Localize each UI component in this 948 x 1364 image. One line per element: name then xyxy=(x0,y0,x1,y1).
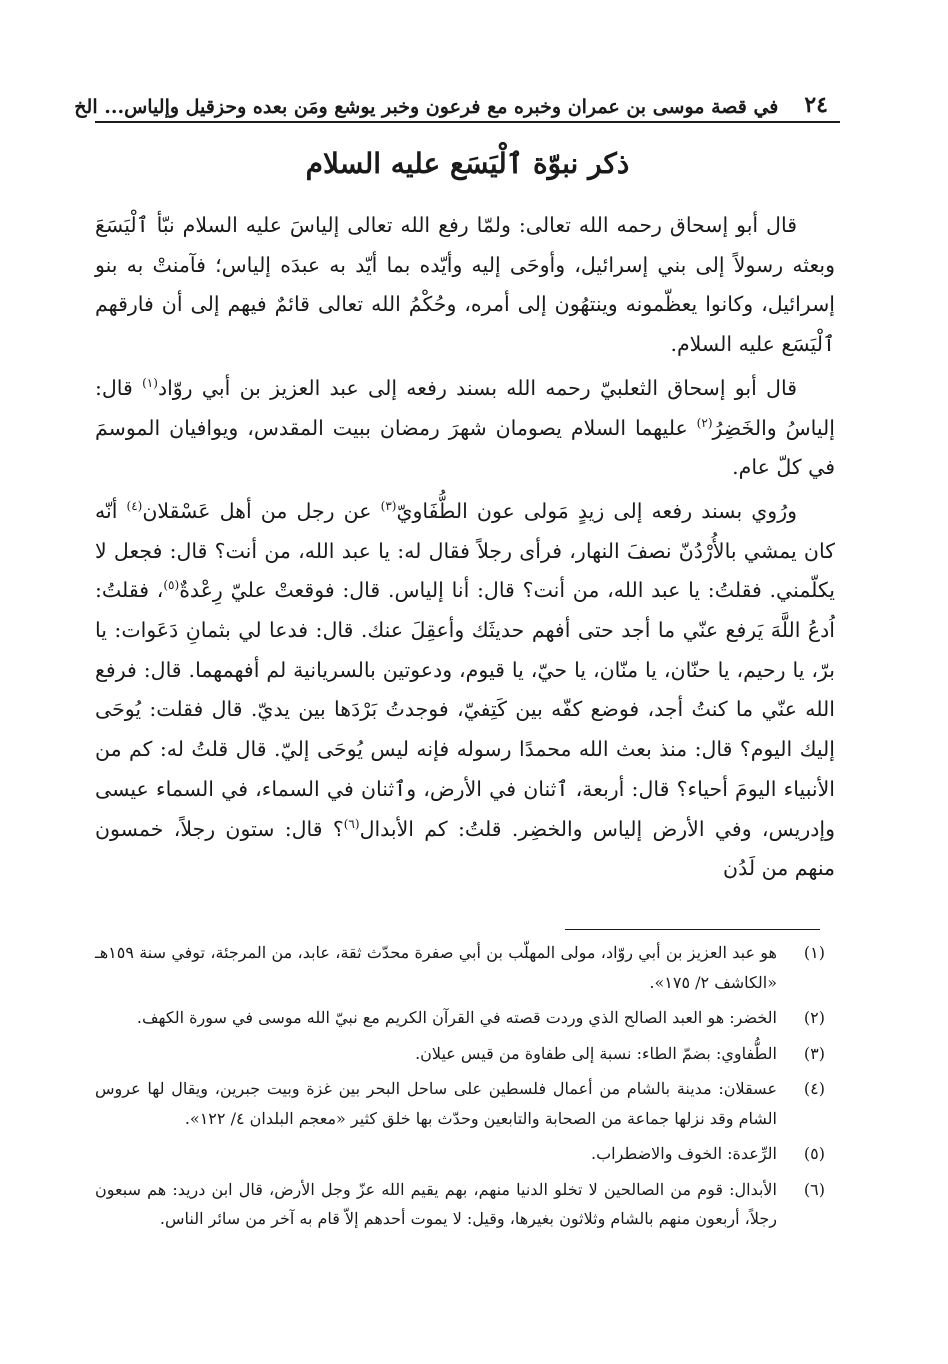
paragraph-1: قال أبو إسحاق رحمه الله تعالى: ولمّا رفع الله تعالى إلياسَ عليه السلام نبّأ ٱلْيَسَعَ وبعثه رسولاً إلى بني إسرائيل، وأوحَى إليه وأيّده بما أيّد به عبدَه إلياس؛ فآمنتْ به بنو إسرائيل، وكانوا يعظّمونه وينتهُون إلى أمره، وحُكْمُ الله تعالى قائمٌ فيهم إلى أن فارقهم ٱلْيَسَع عليه السلام. xyxy=(95,213,835,357)
chapter-title: ذكر نبوّة ٱلْيَسَع عليه السلام xyxy=(305,147,630,180)
footnote xyxy=(95,938,825,997)
footnote-text: الأبدال: قوم من الصالحين لا تخلو الدنيا منهم، بهم يقيم الله عزّ وجل الأرض، قال ابن دريد: هم سبعون رجلاً، أربعون منهم بالشام وثلاثون بغيرها، وقيل: لا يموت أحدهم إلاّ قام به آخر من سائر الناس. xyxy=(95,1179,777,1228)
paragraph-2-text-a: قال أبو إسحاق الثعلبيّ رحمه الله بسند رفعه إلى عبد العزيز بن أبي روّاد xyxy=(157,375,797,400)
footnote-number: (٢) xyxy=(803,1008,825,1027)
paragraph-3 xyxy=(95,492,835,889)
paragraph-3-text-c: أنّه كان يمشي بالأُرْدُنّ نصفَ النهار، فرأى رجلاً فقال له: يا عبد الله، من أنت؟ قال: فجعل لا يكلّمني. فقلتُ: يا عبد الله، من أنت؟ قال: أنا إلياس. قال: فوقعتْ عليّ رِعْدةٌ xyxy=(95,498,835,603)
footnote-text: هو عبد العزيز بن أبي روّاد، مولى المهلّب بن أبي صفرة محدّث ثقة، عابد، من المرجئة، توفي سنة ١٥٩هـ «الكاشف ٢/ ١٧٥». xyxy=(95,943,777,992)
footnote-number: (٦) xyxy=(803,1179,825,1199)
paragraph-2 xyxy=(95,369,835,488)
running-title: في قصة موسى بن عمران وخبره مع فرعون وخبر يوشع ومَن بعده وحزقيل وإلياس... الخ xyxy=(74,96,779,118)
paragraph-3-text-b: عن رجل من أهل عَسْقلان xyxy=(142,498,381,523)
footnote-ref-5: (٥) xyxy=(163,578,180,593)
footnote-ref-3: (٣) xyxy=(380,499,397,514)
footnote xyxy=(95,1074,825,1133)
header-rule xyxy=(95,121,840,123)
paragraph-3-text-a: ورُوي بسند رفعه إلى زيدٍ مَولى عون الطُّفَاويّ xyxy=(396,498,798,523)
footnote xyxy=(95,1039,825,1069)
footnote xyxy=(95,1003,825,1033)
paragraph-2-text-b: قال: إلياسُ والخَضِرُ xyxy=(95,375,835,440)
footnote-ref-6: (٦) xyxy=(343,816,360,831)
footnote-ref-2: (٢) xyxy=(696,415,713,430)
footnote-number: (١) xyxy=(803,943,825,962)
paragraph-2-text-c: عليهما السلام يصومان شهرَ رمضان ببيت المقدس، ويوافيان الموسمَ في كلّ عام. xyxy=(95,415,835,480)
footnote-text: الخضر: هو العبد الصالح الذي وردت قصته في القرآن الكريم مع نبيّ الله موسى في سورة الكهف. xyxy=(136,1008,777,1027)
footnotes xyxy=(95,938,825,1240)
footnote-separator xyxy=(565,929,820,930)
paragraph-3-text-d: ، فقلتُ: اُدعُ اللَّهَ يَرفع عنّي ما أجد حتى أفهم حديثَك وأعقِلَ عنك. قال: فدعا لي بثمانِ دَعَوات: يا برّ، يا رحيم، يا حنّان، يا منّان، يا حيّ، يا قيوم، ودعوتين بالسريانية لم أفهمهما. قال: فرفع الله عنّي ما كنتُ أجد، فوضع كفّه بين كَتِفيّ، فوجدتُ بَرْدَها بين يديّ. قال فقلت: يُوحَى إليك اليوم؟ قال: منذ بعث الله محمدًا رسوله فإنه ليس يُوحَى إليّ. قال قلتُ له: كم من الأنبياء اليومَ أحياء؟ قال: أربعة، ٱثنان في الأرض، وٱثنان في السماء، في السماء عيسى وإدريس، وفي الأرض إلياس والخضِر. قلتُ: كم الأبدال xyxy=(95,578,835,841)
page-number: ٢٤ xyxy=(804,92,828,118)
footnote-ref-1: (١) xyxy=(142,375,158,390)
footnote xyxy=(95,1139,825,1169)
footnote-text: الطُّفاوي: بضمّ الطاء: نسبة إلى طفاوة من قيس عيلان. xyxy=(415,1043,777,1063)
footnote-number: (٥) xyxy=(803,1144,825,1163)
footnote-ref-4: (٤) xyxy=(126,499,143,514)
footnote-text: عسقلان: مدينة بالشام من أعمال فلسطين على ساحل البحر بين غزة وبيت جبرين، ويقال لها عروس الشام وقد نزلها جماعة من الصحابة والتابعين وحدّث بها خلق كثير «معجم البلدان ٤/ ١٢٢». xyxy=(95,1079,777,1128)
footnote-text: الرِّعدة: الخوف والاضطراب. xyxy=(591,1144,777,1163)
footnote-number: (٣) xyxy=(803,1043,825,1063)
running-header xyxy=(74,78,828,118)
paragraph-3-text-e: ؟ قال: ستون رجلاً، خمسون منهم من لَدُن xyxy=(95,816,835,881)
footnote xyxy=(95,1175,825,1234)
footnote-number: (٤) xyxy=(803,1079,825,1098)
main-text xyxy=(95,206,835,889)
